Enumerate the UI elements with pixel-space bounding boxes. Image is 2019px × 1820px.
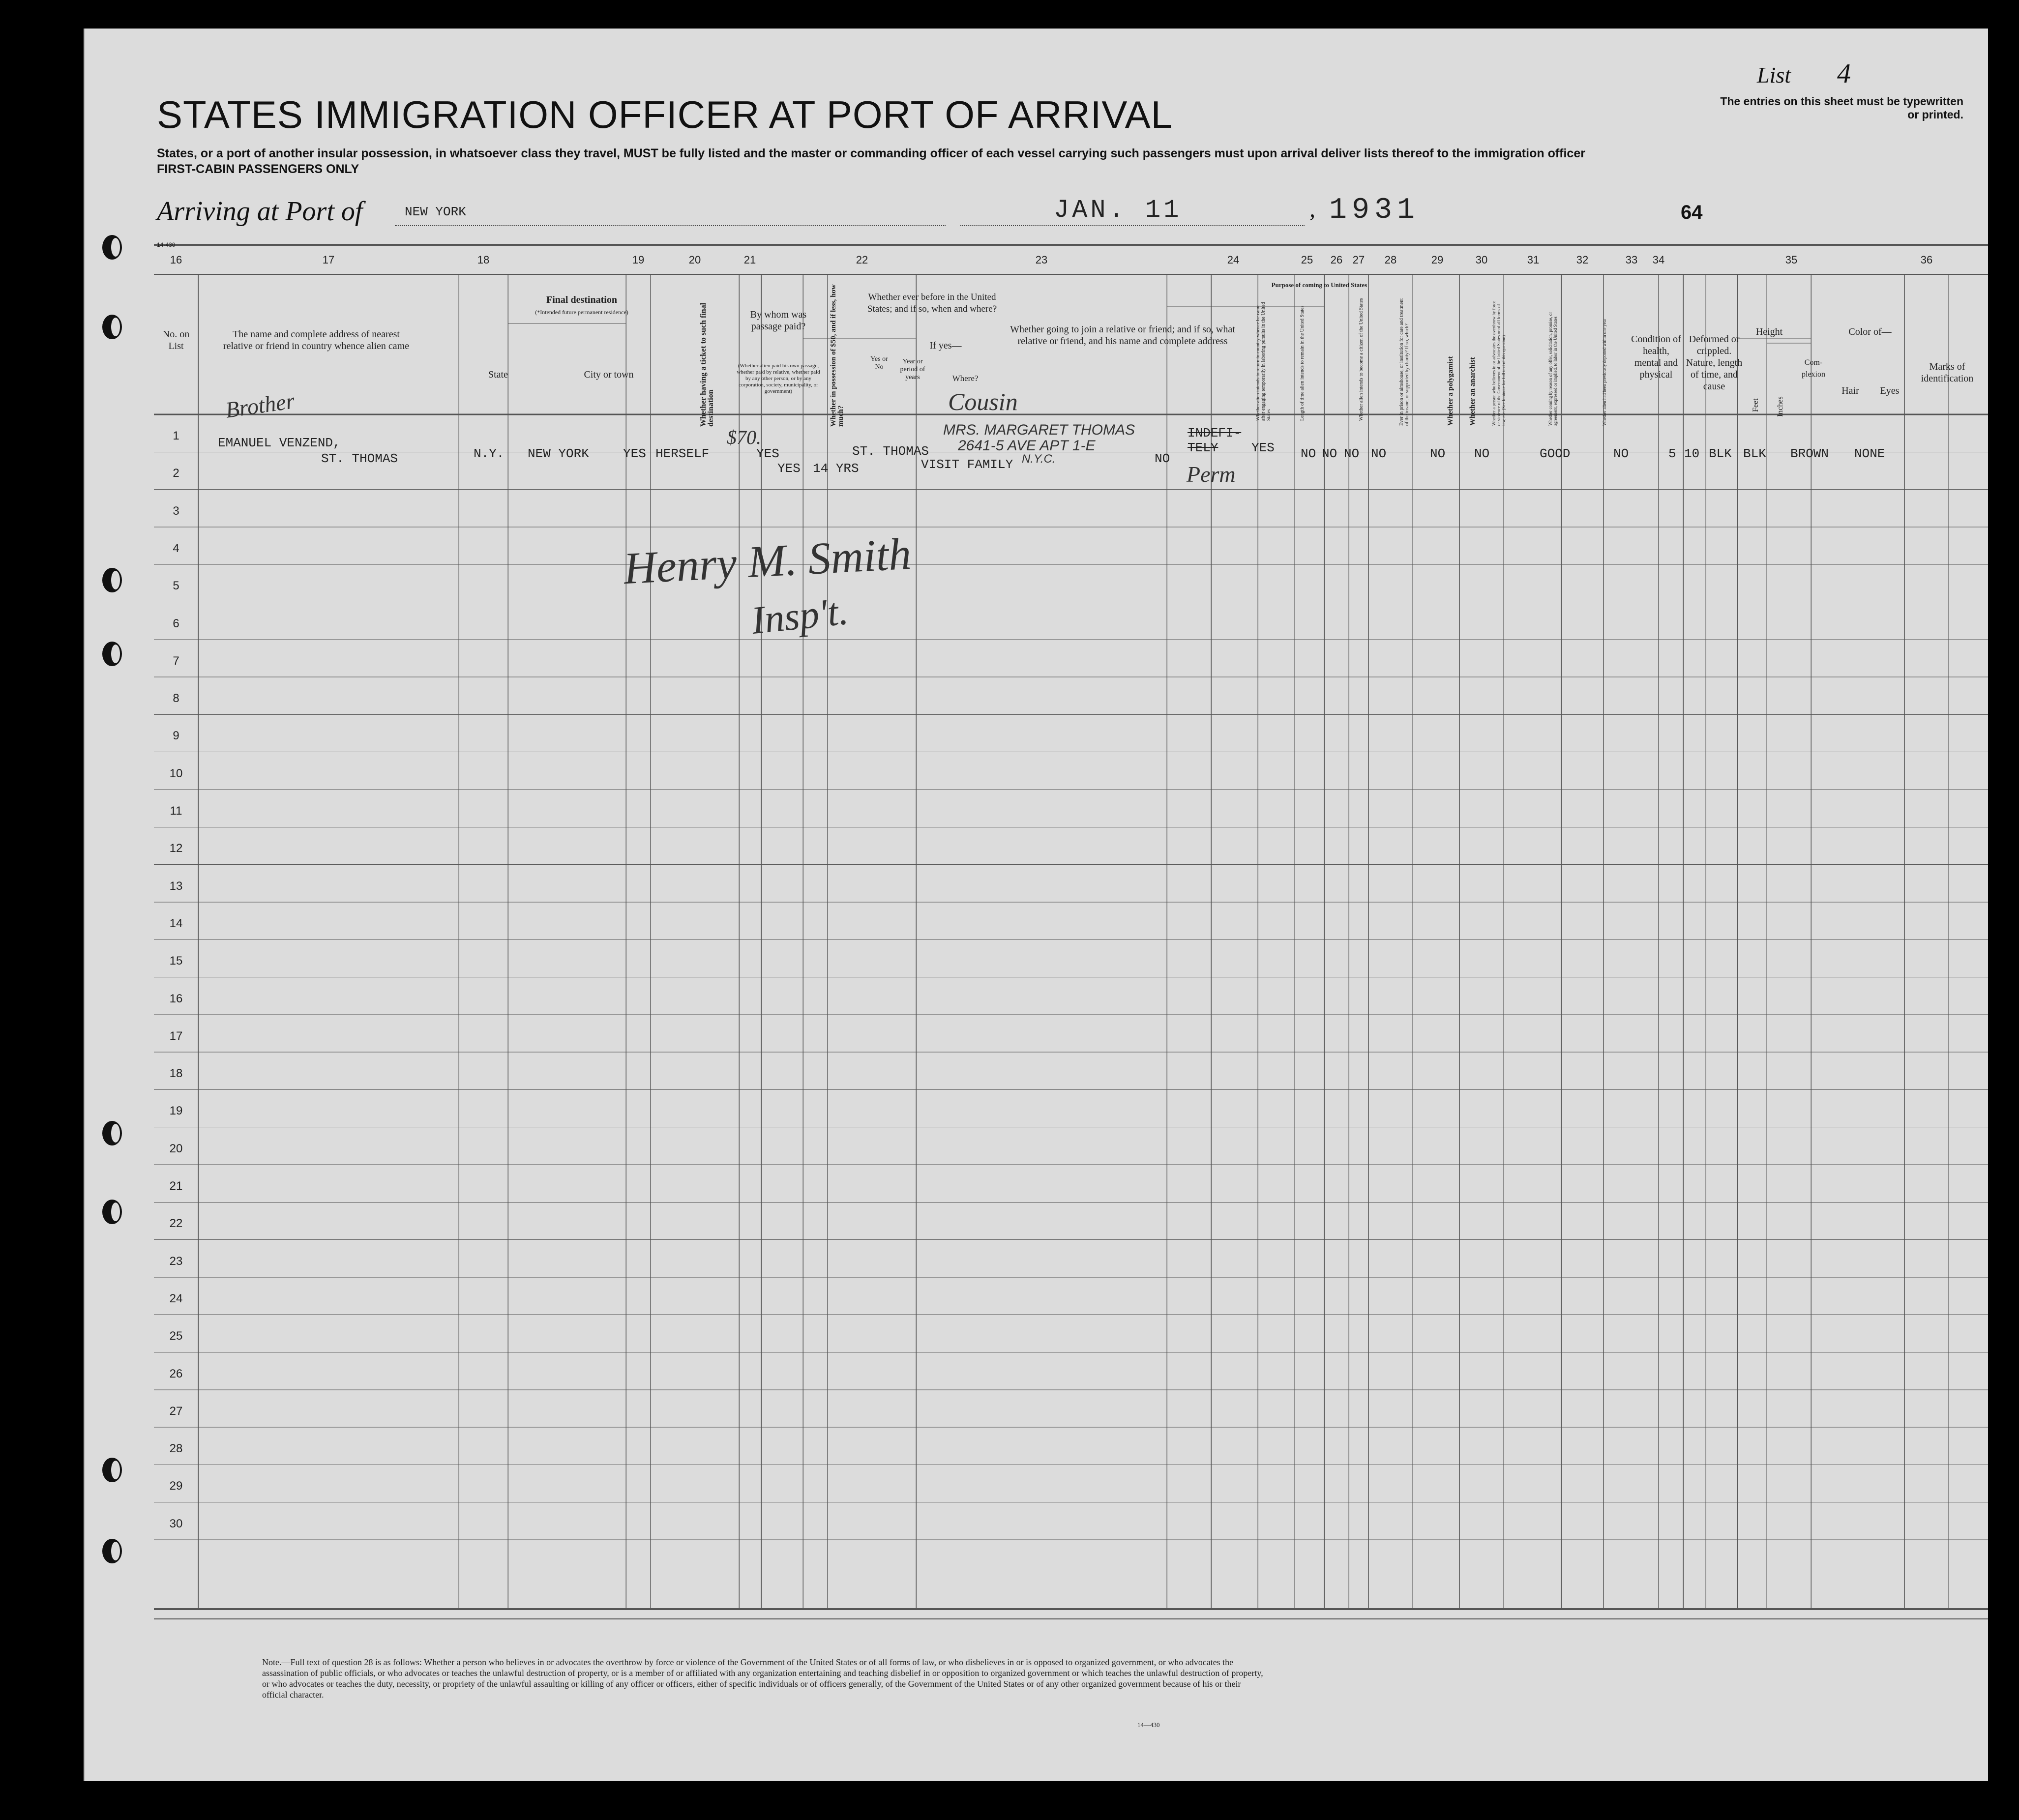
row-number: 29 — [169, 1479, 183, 1493]
typed-notice: The entries on this sheet must be typewritten or printed. — [1720, 95, 1963, 121]
purpose-a-value: NO — [1155, 451, 1170, 466]
row-number: 13 — [169, 879, 183, 893]
inches-value: 10 — [1684, 446, 1700, 461]
column-number: 16 — [170, 254, 182, 266]
column-number: 17 — [322, 254, 335, 266]
row-number: 15 — [169, 954, 183, 968]
column-number: 31 — [1527, 254, 1540, 266]
row-number: 8 — [173, 692, 179, 705]
column-number: 20 — [688, 254, 701, 266]
binder-hole-icon — [102, 315, 122, 339]
row-number: 3 — [173, 504, 179, 518]
table-grid — [85, 29, 1988, 1781]
c29-value: NO — [1430, 446, 1446, 461]
column-number: 18 — [477, 254, 490, 266]
arriving-label: Arriving at Port of — [157, 196, 363, 227]
header-year-period: Year or period of years — [900, 358, 925, 381]
c28-value: NO — [1371, 446, 1387, 461]
header-where: Where? — [952, 374, 979, 383]
header-city: City or town — [584, 369, 634, 380]
feet-value: 5 — [1668, 446, 1676, 461]
row-number: 23 — [169, 1254, 183, 1268]
joining-name: MRS. MARGARET THOMAS — [943, 422, 1135, 438]
ever-before-years: 14 YRS — [813, 461, 859, 476]
header-paid-by: By whom was passage paid? — [750, 309, 807, 332]
row-number: 19 — [169, 1104, 183, 1118]
row-number: 4 — [173, 541, 179, 555]
header-state: State — [488, 369, 508, 380]
column-number: 34 — [1652, 254, 1665, 266]
header-joining: Whether going to join a relative or friend; and if so, what relative or friend, and his name and complete address — [1010, 324, 1235, 347]
port-value: NEW YORK — [405, 205, 466, 219]
header-possession: Whether in possession of $50, and if less, how much? — [830, 284, 845, 427]
row-number: 14 — [169, 916, 183, 930]
list-label-block — [1757, 58, 1851, 89]
row-number: 22 — [169, 1217, 183, 1231]
list-label: List — [1757, 62, 1791, 88]
row-number: 17 — [169, 1029, 183, 1043]
header-c25: Ever in prison or almshouse, or institution for care and treatment of the insane, or supported by charity? If so, which? — [1399, 298, 1410, 426]
column-number: 32 — [1576, 254, 1589, 266]
footnote: Note.—Full text of question 28 is as follows: Whether a person who believes in or advocates the overthrow by force or violence of the Government of the United States or of all forms of law, or who disbelieves in or is opposed to organized government, or who advocates the assassination of public officials, or who advocates or teaches the unlawful destruction of property, or is a member of or affiliated with any organization entertaining and teaching disbelief in or opposition to organized government or which teaches the unlawful destruction of property, or who advocates or teaches the duty, necessity, or propriety of the unlawful assaulting or killing of any officer or officers, either of specific individuals or of officers generally, of the Government of the United States or of any other organized government because of his or their official character. — [262, 1657, 1263, 1700]
eyes-value: BROWN — [1790, 446, 1829, 461]
binder-hole-icon — [102, 1458, 122, 1482]
form-code: 14-430 — [157, 241, 176, 248]
header-ticket: Whether having a ticket to such final destination — [699, 302, 715, 427]
purpose-b-annotation: Perm — [1187, 462, 1236, 487]
marks-value: NONE — [1854, 446, 1885, 461]
row-number: 12 — [169, 842, 183, 855]
joining-address: 2641-5 AVE APT 1-E — [958, 438, 1096, 454]
c25-value: NO — [1301, 446, 1316, 461]
header-c28: Whether a person who believes in or advocates the overthrow by force or violence of the Government of the United States or of all forms of law, etc. (See footnote for full text of this question) — [1491, 300, 1506, 426]
possession-value: $70. — [727, 426, 761, 448]
deformed-value: NO — [1613, 446, 1629, 461]
complexion-value: BLK — [1709, 446, 1732, 461]
column-number: 19 — [632, 254, 645, 266]
paid-by-value: HERSELF — [655, 446, 710, 461]
header-deformed: Deformed or crippled. Nature, length of time, and cause — [1686, 334, 1743, 392]
header-c29: Whether coming by reason of any offer, solicitation, promise, or agreement, expressed or implied, to labor in the United States — [1548, 312, 1558, 426]
hair-value: BLK — [1743, 446, 1766, 461]
column-number: 26 — [1330, 254, 1343, 266]
header-feet: Feet — [1752, 398, 1760, 412]
header-paid-by-note: (Whether alien paid his own passage, whether paid by relative, whether paid by any other person, or by any corporation, society, municipality, or government) — [737, 363, 820, 394]
column-number: 27 — [1352, 254, 1365, 266]
header-marks: Marks of identification — [1921, 361, 1974, 384]
class-line: FIRST-CABIN PASSENGERS ONLY — [157, 162, 359, 176]
header-relative: The name and complete address of nearest relative or friend in country whence alien came — [223, 329, 410, 352]
row-number: 27 — [169, 1404, 183, 1418]
binder-hole-icon — [102, 1539, 122, 1563]
header-yes-or-no: Yes or No — [870, 355, 888, 371]
relative-annotation: Brother — [224, 388, 297, 423]
column-number: 33 — [1625, 254, 1638, 266]
binder-hole-icon — [102, 568, 122, 592]
row-number: 2 — [173, 467, 179, 480]
c26-value: NO — [1322, 446, 1337, 461]
c27-value: NO — [1344, 446, 1360, 461]
binder-hole-icon — [102, 642, 122, 666]
column-number: 30 — [1475, 254, 1488, 266]
header-c27: Whether an anarchist — [1469, 357, 1477, 426]
row-number: 9 — [173, 729, 179, 743]
year-value: 1931 — [1329, 194, 1420, 227]
c30-value: NO — [1474, 446, 1490, 461]
inspector-signature: Henry M. Smith — [622, 528, 913, 594]
date-value: JAN. 11 — [1054, 196, 1182, 225]
row-number: 21 — [169, 1179, 183, 1193]
row-number: 11 — [170, 804, 182, 818]
header-final-destination: Final destination — [546, 294, 617, 305]
column-number: 25 — [1301, 254, 1313, 266]
relative-name: EMANUEL VENZEND, — [218, 436, 341, 450]
row-number: 20 — [169, 1142, 183, 1155]
binder-hole-icon — [102, 235, 122, 260]
ticket-value: YES — [623, 446, 646, 461]
header-height: Height — [1755, 326, 1783, 337]
row-number: 1 — [173, 429, 179, 442]
date-comma: , — [1309, 196, 1315, 222]
row-number: 28 — [169, 1442, 183, 1456]
column-number: 36 — [1920, 254, 1933, 266]
column-number: 21 — [743, 254, 756, 266]
column-number: 35 — [1785, 254, 1798, 266]
row-number: 6 — [173, 616, 179, 630]
joining-annotation: Cousin — [948, 388, 1018, 415]
ever-before-yes: YES — [777, 461, 801, 476]
footnote-code: 14—430 — [1137, 1721, 1160, 1729]
row-number: 30 — [169, 1517, 183, 1530]
row-number: 18 — [169, 1067, 183, 1081]
dest-city: NEW YORK — [528, 446, 589, 461]
purpose-c-value: YES — [1251, 440, 1275, 455]
binder-hole-icon — [102, 1121, 122, 1145]
inspector-title: Insp't. — [749, 589, 851, 643]
header-final-destination-note: (*Intended future permanent residence) — [535, 309, 628, 316]
column-number: 22 — [856, 254, 868, 266]
row-number: 16 — [169, 992, 183, 1005]
joining-city: N.Y.C. — [1022, 452, 1056, 466]
joining-purpose: VISIT FAMILY — [921, 457, 1013, 472]
row-number: 24 — [169, 1292, 183, 1305]
binder-hole-icon — [102, 1200, 122, 1224]
row-number: 26 — [169, 1367, 183, 1380]
header-color-of: Color of— — [1848, 326, 1892, 337]
header-health: Condition of health, mental and physical — [1631, 334, 1681, 380]
row-number: 5 — [173, 579, 179, 593]
header-ever-before: Whether ever before in the United States; and if so, when and where? — [867, 292, 997, 314]
page-subtitle: States, or a port of another insular possession, in whatsoever class they travel, MUST be fully listed and the master or commanding officer of each vessel carrying such passengers must upon arrival deliver lists thereof to the immigration officer — [157, 147, 1585, 160]
header-inches: Inches — [1776, 396, 1784, 417]
header-purpose-a: Whether alien intends to return to country whence he came after engaging temporarily in laboring pursuits in the United States — [1255, 302, 1272, 421]
header-purpose: Purpose of coming to United States — [1271, 281, 1367, 289]
sheet-number: 64 — [1681, 202, 1703, 223]
port-line — [395, 225, 946, 226]
row-number: 25 — [169, 1329, 183, 1343]
column-number: 23 — [1035, 254, 1048, 266]
ever-before-value: YES — [756, 446, 779, 461]
header-c26: Whether a polygamist — [1447, 356, 1455, 426]
header-no-on-list: No. on List — [162, 329, 190, 352]
ever-before-where: ST. THOMAS — [852, 444, 929, 459]
date-line — [960, 225, 1305, 226]
header-eyes: Eyes — [1880, 385, 1900, 396]
page-title: STATES IMMIGRATION OFFICER AT PORT OF ARRIVAL — [157, 93, 1173, 136]
relative-place: ST. THOMAS — [321, 451, 398, 466]
row-number: 7 — [173, 654, 179, 668]
manifest-sheet — [84, 29, 1988, 1781]
column-number: 28 — [1384, 254, 1397, 266]
header-complexion: Com-plexion — [1802, 358, 1825, 379]
purpose-b-value: INDEFI- TELY — [1188, 426, 1242, 455]
header-c30: Whether alien had been previously deported within one year — [1602, 319, 1607, 426]
header-if-yes: If yes— — [929, 340, 962, 351]
health-value: GOOD — [1540, 446, 1571, 461]
row-number: 10 — [169, 766, 183, 780]
column-number: 24 — [1227, 254, 1240, 266]
header-purpose-c: Whether alien intends to become a citizen of the United States — [1359, 298, 1364, 421]
column-number: 29 — [1431, 254, 1444, 266]
list-number: 4 — [1837, 59, 1851, 89]
header-purpose-b: Length of time alien intends to remain in the United States — [1300, 305, 1305, 421]
dest-state: N.Y. — [474, 446, 505, 461]
header-hair: Hair — [1841, 385, 1859, 396]
